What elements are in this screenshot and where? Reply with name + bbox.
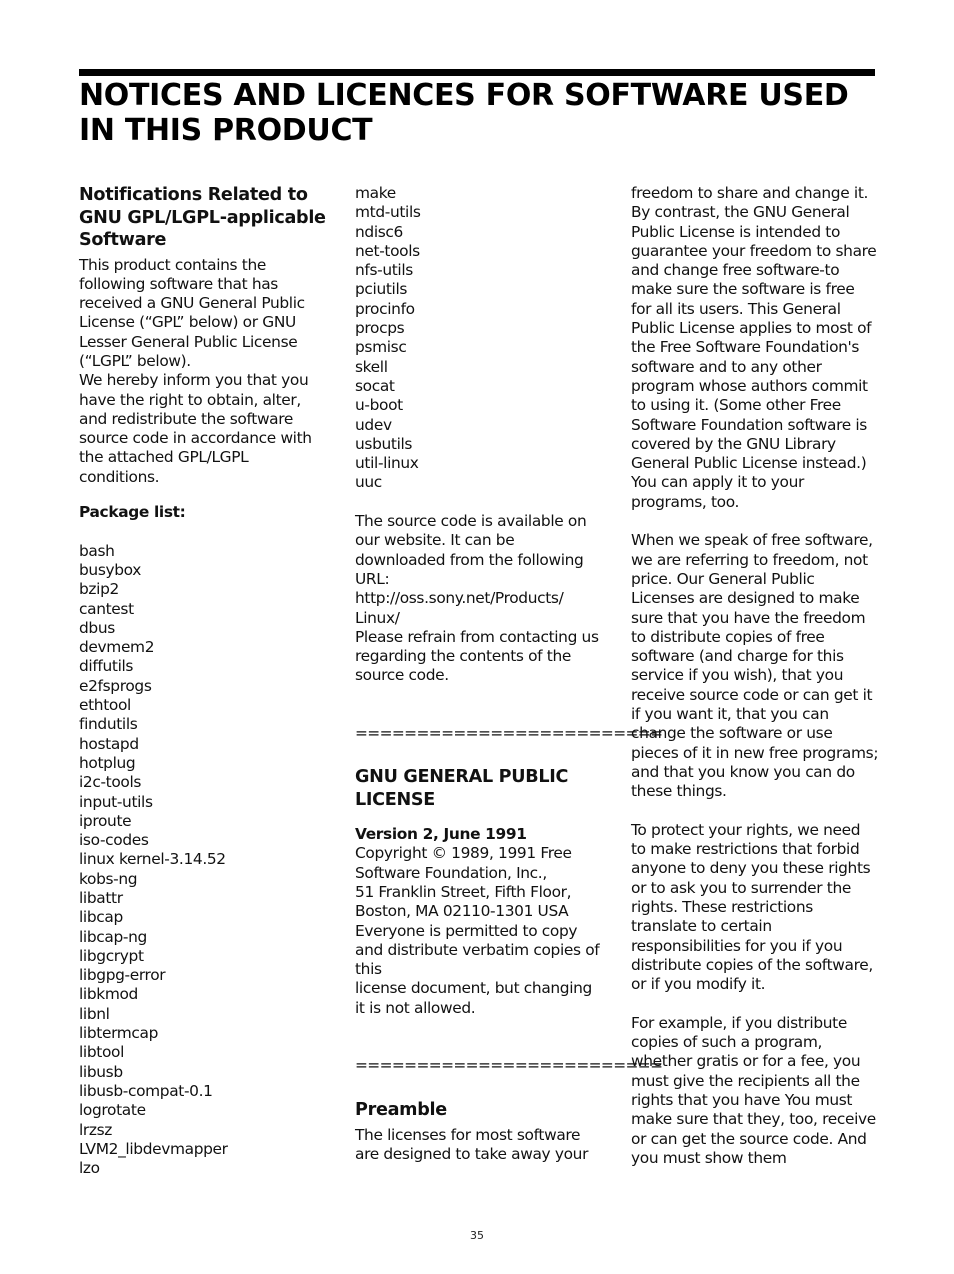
column-2 xyxy=(355,184,663,1164)
preamble-paragraph-4: For example, if you distribute copies of such a program, whether gratis or for a fee, you must give the recipients all the rights that you have You must make sure that they, too, receive or can get the source code. And you must show them xyxy=(631,1013,876,1167)
package-item: socat xyxy=(355,376,395,395)
package-item: busybox xyxy=(79,560,142,579)
package-item: lzo xyxy=(79,1159,100,1178)
package-item: libkmod xyxy=(79,985,138,1004)
package-list-col1 xyxy=(79,542,327,1179)
preamble-paragraph-1: freedom to share and change it. By contrast, the GNU General Public License is intended to guarantee your freedom to share and change free software-to make sure the software is free for all its users. This General Public License applies to most of the Free Software Foundation's software and to any other program whose authors commit to using it. (Some other Free Software Foundation software is covered by the GNU Library General Public License instead.) You can apply it to your programs, too. xyxy=(631,184,877,511)
package-item: libattr xyxy=(79,889,123,907)
copyright-line-1: Copyright © 1989, 1991 Free Software Foundation, Inc., xyxy=(355,844,572,882)
page-number: 35 xyxy=(470,1229,484,1242)
package-item: iproute xyxy=(79,811,132,830)
package-item: libgcrypt xyxy=(79,946,144,965)
package-item: util-linux xyxy=(355,454,419,473)
package-item: hotplug xyxy=(79,753,136,772)
package-item: lrzsz xyxy=(79,1120,113,1139)
package-item: net-tools xyxy=(355,241,420,260)
column-3 xyxy=(631,184,879,1168)
source-url-line2: Linux/ xyxy=(355,608,400,627)
package-item: udev xyxy=(355,415,392,434)
package-item: nfs-utils xyxy=(355,261,413,280)
package-item: mtd-utils xyxy=(355,203,421,222)
package-item: LVM2_libdevmapper xyxy=(79,1139,228,1158)
package-item: kobs-ng xyxy=(79,869,138,888)
package-item: bash xyxy=(79,541,115,560)
inform-paragraph: We hereby inform you that you have the right to obtain, alter, and redistribute the software source code in accordance with the attached GPL/LGPL conditions. xyxy=(79,371,312,486)
notifications-heading: Notifications Related to GNU GPL/LGPL-applicable Software xyxy=(79,185,326,250)
package-item: procps xyxy=(355,319,405,338)
package-item: diffutils xyxy=(79,657,134,676)
package-item: e2fsprogs xyxy=(79,676,152,695)
package-list-col2 xyxy=(355,184,603,493)
gpl-version: Version 2, June 1991 xyxy=(355,825,527,844)
package-item: skell xyxy=(355,357,388,376)
package-item: make xyxy=(355,184,396,202)
package-item: devmem2 xyxy=(79,638,155,657)
package-item: bzip2 xyxy=(79,580,119,599)
divider-2: ========================= xyxy=(355,1055,663,1074)
package-item: libcap xyxy=(79,908,123,927)
package-item: libusb-compat-0.1 xyxy=(79,1081,213,1100)
intro-paragraph: This product contains the following software that has received a GNU General Public License (“GPL” below) or GNU Lesser General Public License (“LGPL” below). xyxy=(79,255,305,370)
package-list-label: Package list: xyxy=(79,503,186,522)
source-url-line1: http://oss.sony.net/Products/ xyxy=(355,589,564,608)
package-item: ndisc6 xyxy=(355,222,403,241)
package-item: libnl xyxy=(79,1004,110,1023)
title-rule xyxy=(79,69,875,76)
package-item: uuc xyxy=(355,473,382,492)
source-available-paragraph: The source code is available on our website. It can be downloaded from the following URL: xyxy=(355,512,587,588)
package-item: i2c-tools xyxy=(79,773,142,792)
preamble-heading: Preamble xyxy=(355,1100,447,1121)
package-item: input-utils xyxy=(79,792,153,811)
package-item: usbutils xyxy=(355,434,413,453)
gpl-heading: GNU GENERAL PUBLIC LICENSE xyxy=(355,767,569,810)
package-item: ethtool xyxy=(79,696,131,715)
package-item: psmisc xyxy=(355,338,407,357)
package-item: libcap-ng xyxy=(79,927,147,946)
package-item: u-boot xyxy=(355,396,403,415)
package-item: linux kernel-3.14.52 xyxy=(79,850,226,869)
package-item: hostapd xyxy=(79,734,139,753)
divider-1: ========================= xyxy=(355,723,663,742)
copyright-line-3: Everyone is permitted to copy and distribute verbatim copies of this xyxy=(355,921,600,979)
preamble-paragraph-2: When we speak of free software, we are referring to freedom, not price. Our General Public Licenses are designed to make sure that you have the freedom to distribute copies of free software (and charge for this service if you wish), that you receive source code or can get it if you want it, that you can change the software or use pieces of it in new free programs; and that you know you can do these things. xyxy=(631,531,879,801)
refrain-paragraph: Please refrain from contacting us regarding the contents of the source code. xyxy=(355,627,599,685)
package-item: findutils xyxy=(79,715,138,734)
preamble-paragraph-3: To protect your rights, we need to make restrictions that forbid anyone to deny you these rights or to ask you to surrender the rights. These restrictions translate to certain responsibilities for you if you distribute copies of the software, or if you modify it. xyxy=(631,820,873,994)
package-item: libgpg-error xyxy=(79,966,166,985)
package-item: libusb xyxy=(79,1062,123,1081)
page-title: NOTICES AND LICENCES FOR SOFTWARE USED IN THIS PRODUCT xyxy=(79,78,849,148)
package-item: iso-codes xyxy=(79,831,149,850)
copyright-line-4: license document, but changing it is not allowed. xyxy=(355,979,592,1017)
package-item: cantest xyxy=(79,599,134,618)
package-item: libtool xyxy=(79,1043,125,1062)
package-item: pciutils xyxy=(355,280,408,299)
copyright-line-2: 51 Franklin Street, Fifth Floor, Boston, MA 02110-1301 USA xyxy=(355,882,572,921)
column-1 xyxy=(79,184,327,1178)
package-item: procinfo xyxy=(355,299,415,318)
package-item: logrotate xyxy=(79,1101,146,1120)
package-item: dbus xyxy=(79,618,115,637)
preamble-text-start: The licenses for most software are designed to take away your xyxy=(355,1125,589,1164)
package-item: libtermcap xyxy=(79,1024,159,1043)
